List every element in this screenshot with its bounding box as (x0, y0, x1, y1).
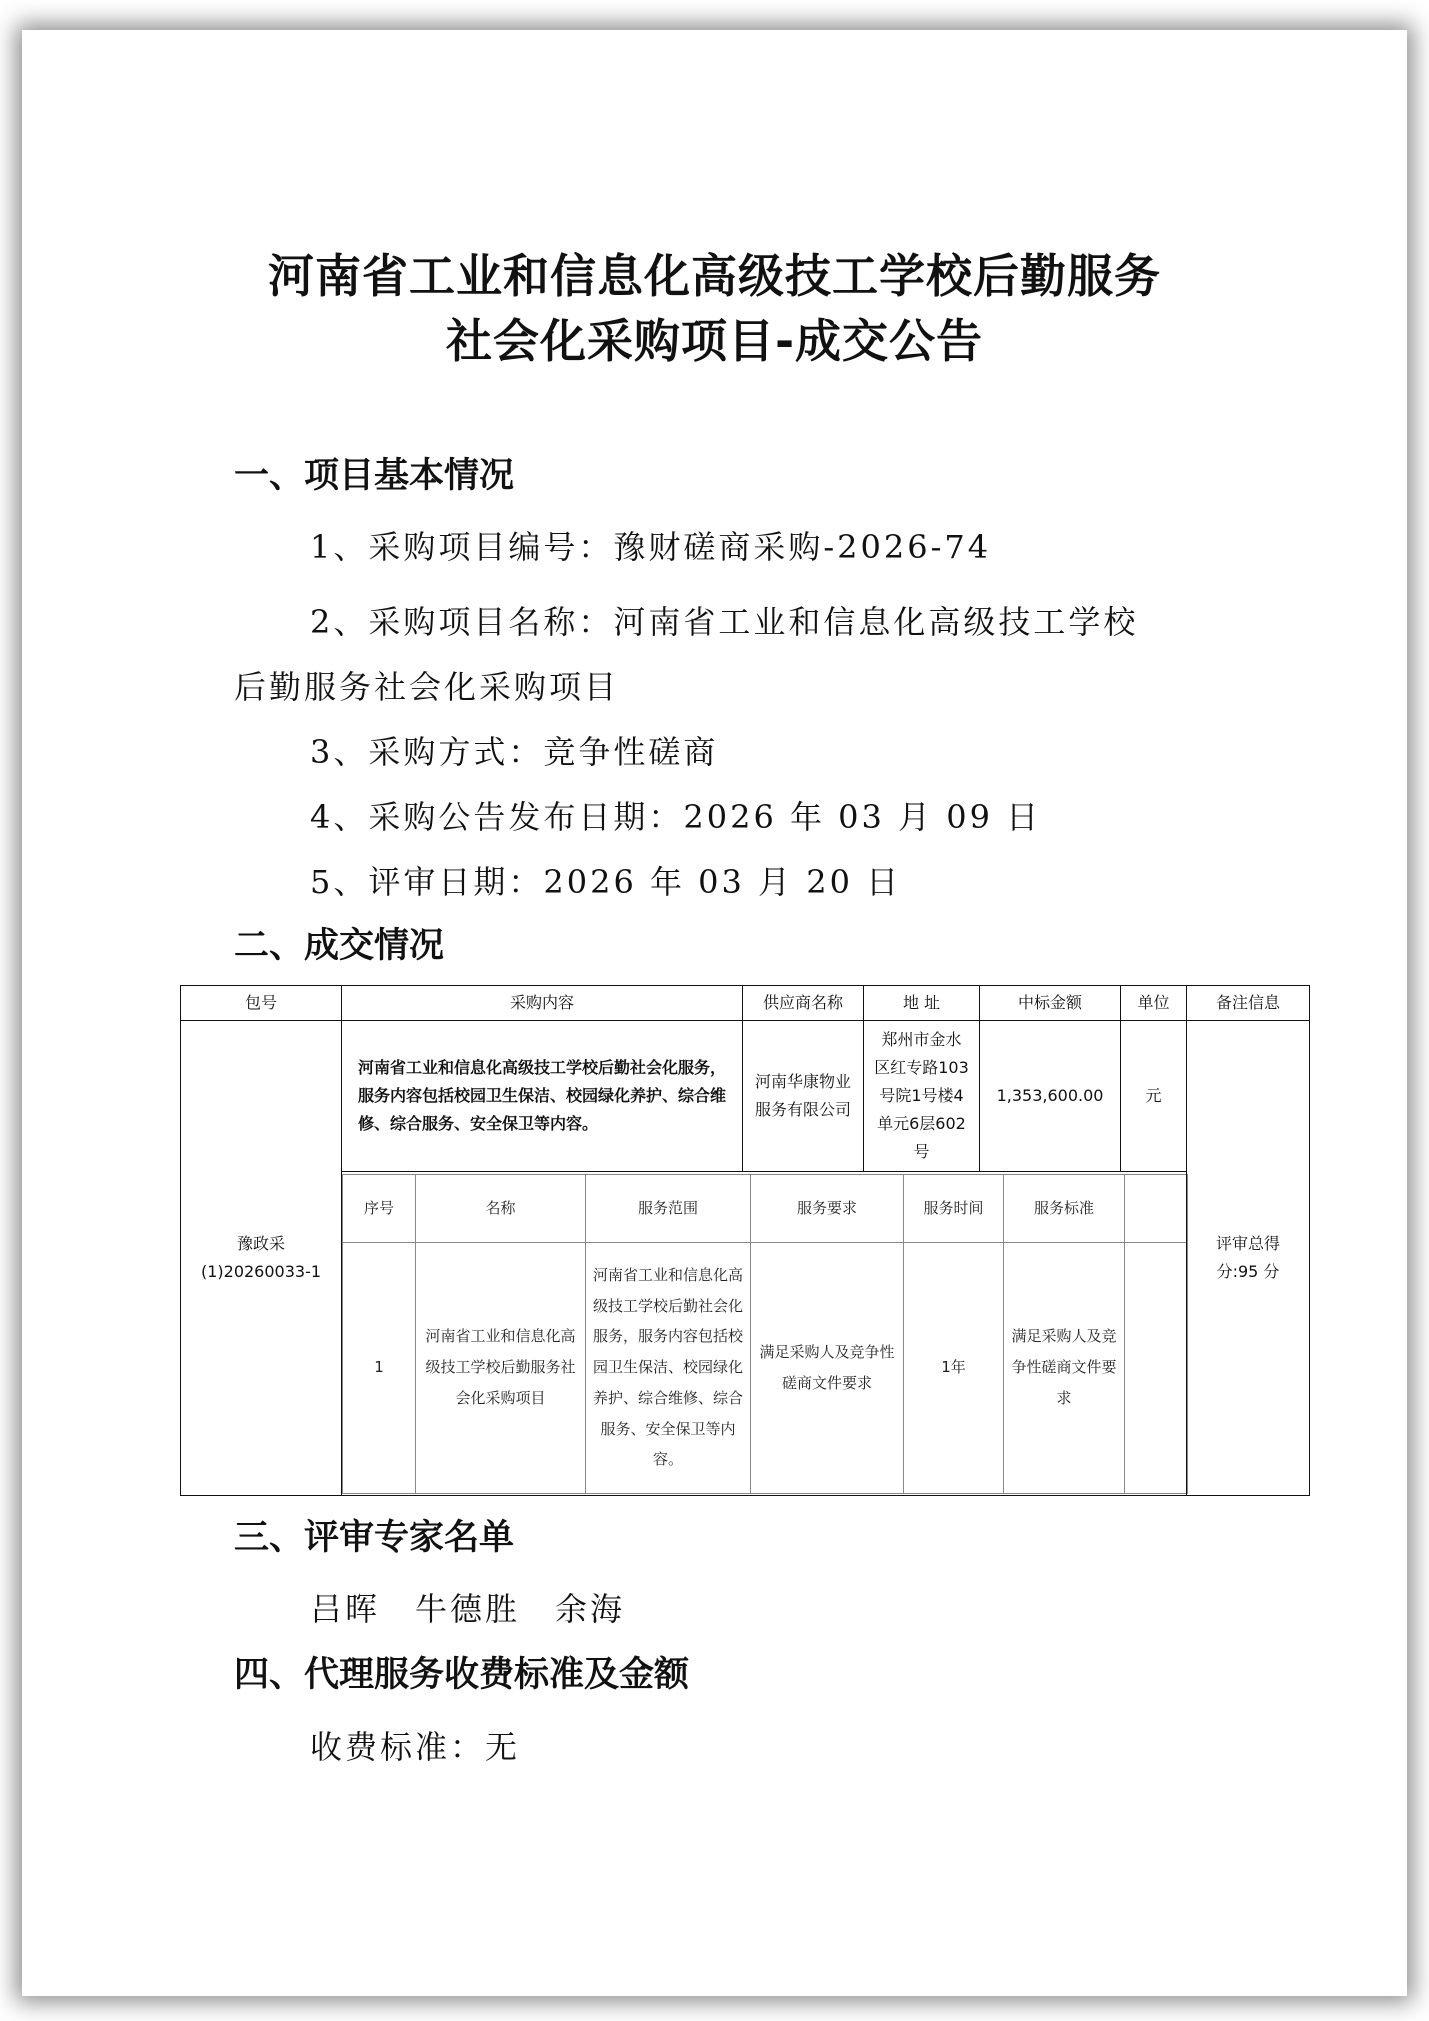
award-table-detail-row (181, 1172, 1310, 1496)
header-package-no: 包号 (181, 986, 342, 1021)
expert-list: 吕晖 牛德胜 余海 (310, 1590, 626, 1628)
award-table (180, 985, 1310, 1496)
service-detail-row (343, 1242, 1188, 1493)
header-amount: 中标金额 (980, 986, 1121, 1021)
review-date: 5、评审日期：2026 年 03 月 20 日 (310, 863, 902, 901)
inner-blank-cell (1125, 1242, 1188, 1493)
inner-time-cell: 1年 (904, 1242, 1004, 1493)
inner-header-standard: 服务标准 (1004, 1174, 1125, 1242)
service-detail-header-row (343, 1174, 1188, 1242)
procurement-method: 3、采购方式：竞争性磋商 (310, 733, 719, 771)
inner-header-time: 服务时间 (904, 1174, 1004, 1242)
amount-cell: 1,353,600.00 (980, 1021, 1121, 1172)
inner-requirement-cell: 满足采购人及竞争性磋商文件要求 (751, 1242, 904, 1493)
award-table-header-row (181, 986, 1310, 1021)
header-supplier: 供应商名称 (743, 986, 864, 1021)
content-cell: 河南省工业和信息化高级技工学校后勤社会化服务，服务内容包括校园卫生保洁、校园绿化养护、综合维修、综合服务、安全保卫等内容。 (342, 1021, 743, 1172)
remark-cell: 评审总得分:95 分 (1187, 1021, 1310, 1496)
inner-blank-cell (1125, 1174, 1188, 1242)
inner-standard-cell: 满足采购人及竞争性磋商文件要求 (1004, 1242, 1125, 1493)
supplier-cell: 河南华康物业服务有限公司 (743, 1021, 864, 1172)
inner-name-cell: 河南省工业和信息化高级技工学校后勤服务社会化采购项目 (416, 1242, 586, 1493)
header-address: 地 址 (864, 986, 980, 1021)
inner-header-no: 序号 (343, 1174, 416, 1242)
package-no-cell: 豫政采(1)20260033-1 (181, 1021, 342, 1496)
unit-cell: 元 (1121, 1021, 1187, 1172)
section1-heading: 一、项目基本情况 (234, 456, 515, 496)
award-table-row (181, 1021, 1310, 1172)
inner-header-name: 名称 (416, 1174, 586, 1242)
announcement-date: 4、采购公告发布日期：2026 年 03 月 09 日 (310, 798, 1042, 836)
fee-standard: 收费标准：无 (310, 1728, 521, 1766)
inner-header-requirement: 服务要求 (751, 1174, 904, 1242)
document-title-line2: 社会化采购项目-成交公告 (445, 314, 984, 368)
service-detail-cell (342, 1172, 1187, 1496)
section3-heading: 三、评审专家名单 (234, 1518, 515, 1558)
inner-scope-cell: 河南省工业和信息化高级技工学校后勤社会化服务，服务内容包括校园卫生保洁、校园绿化养护、综合维修、综合服务、安全保卫等内容。 (586, 1242, 751, 1493)
inner-no-cell: 1 (343, 1242, 416, 1493)
header-content: 采购内容 (342, 986, 743, 1021)
header-remark: 备注信息 (1187, 986, 1310, 1021)
section2-heading: 二、成交情况 (234, 926, 445, 966)
service-detail-table (342, 1174, 1188, 1494)
project-name: 2、采购项目名称：河南省工业和信息化高级技工学校 (310, 603, 1139, 641)
document-title-line1: 河南省工业和信息化高级技工学校后勤服务 (268, 249, 1161, 303)
section4-heading: 四、代理服务收费标准及金额 (234, 1655, 690, 1695)
address-cell: 郑州市金水区红专路103号院1号楼4单元6层602号 (864, 1021, 980, 1172)
inner-header-scope: 服务范围 (586, 1174, 751, 1242)
project-number: 1、采购项目编号：豫财磋商采购-2026-74 (310, 528, 992, 566)
header-unit: 单位 (1121, 986, 1187, 1021)
project-name-continued: 后勤服务社会化采购项目 (234, 668, 620, 706)
